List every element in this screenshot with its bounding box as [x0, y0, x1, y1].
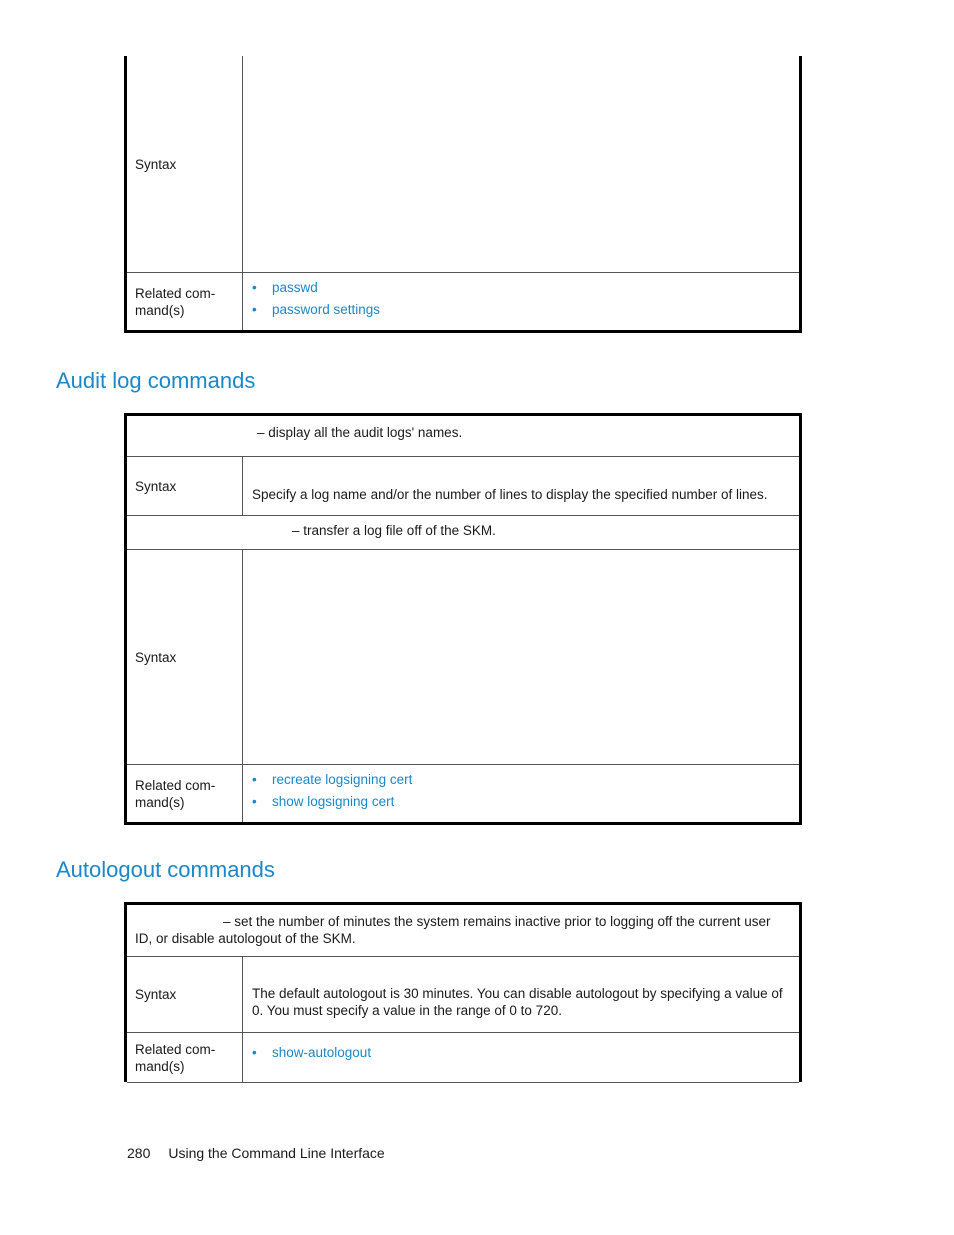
table-row: [127, 56, 799, 273]
bullet-icon: •: [252, 1045, 257, 1060]
audit-log-table: [124, 413, 802, 825]
related-commands-list: [252, 1042, 791, 1064]
related-link[interactable]: password settings: [272, 302, 381, 317]
syntax-value: [244, 56, 799, 272]
table-row: [127, 550, 799, 765]
autologout-table: [124, 902, 802, 1082]
table-row: [127, 1033, 799, 1083]
command-description: – set the number of minutes the system remains inactive prior to logging off the current user ID, or disable autologout of the SKM.: [135, 914, 771, 946]
page-number: 280: [127, 1145, 151, 1161]
related-link[interactable]: show-autologout: [272, 1045, 372, 1060]
table-row: [127, 273, 799, 330]
related-commands-list: [252, 769, 791, 813]
table-row: [127, 516, 799, 550]
command-description: – display all the audit logs' names.: [257, 425, 463, 440]
list-item[interactable]: [252, 299, 791, 321]
row-label: Related com- mand(s): [127, 765, 243, 822]
bullet-icon: •: [252, 794, 257, 809]
list-item[interactable]: [252, 791, 791, 813]
bullet-icon: •: [252, 302, 257, 317]
row-label: Related com- mand(s): [127, 273, 243, 330]
command-description: – transfer a log file off of the SKM.: [292, 523, 496, 538]
table-row: [127, 905, 799, 957]
section-heading: Autologout commands: [56, 857, 275, 882]
row-label: Syntax: [127, 457, 243, 515]
row-label: Syntax: [127, 550, 243, 764]
section-heading: Audit log commands: [56, 368, 256, 393]
list-item[interactable]: [252, 277, 791, 299]
row-label: Related com- mand(s): [127, 1033, 243, 1082]
table-continued: [124, 56, 802, 333]
syntax-value: [244, 550, 799, 764]
table-row: [127, 457, 799, 516]
related-commands-list: [252, 277, 791, 321]
bullet-icon: •: [252, 280, 257, 295]
row-label: Syntax: [127, 56, 243, 272]
table-row: [127, 957, 799, 1033]
syntax-text: Specify a log name and/or the number of lines to display the specified number of lines.: [252, 487, 768, 502]
footer-title: Using the Command Line Interface: [168, 1145, 385, 1161]
list-item[interactable]: [252, 1042, 791, 1064]
related-link[interactable]: recreate logsigning cert: [272, 772, 413, 787]
row-label: Syntax: [127, 957, 243, 1032]
table-row: [127, 416, 799, 457]
table-row: [127, 765, 799, 822]
page-footer: [127, 1145, 403, 1161]
related-link[interactable]: show logsigning cert: [272, 794, 395, 809]
bullet-icon: •: [252, 772, 257, 787]
list-item[interactable]: [252, 769, 791, 791]
syntax-text: The default autologout is 30 minutes. You can disable autologout by specifying a value of 0. You must specify a value in the range of 0 to 720.: [252, 986, 783, 1018]
related-link[interactable]: passwd: [272, 280, 318, 295]
